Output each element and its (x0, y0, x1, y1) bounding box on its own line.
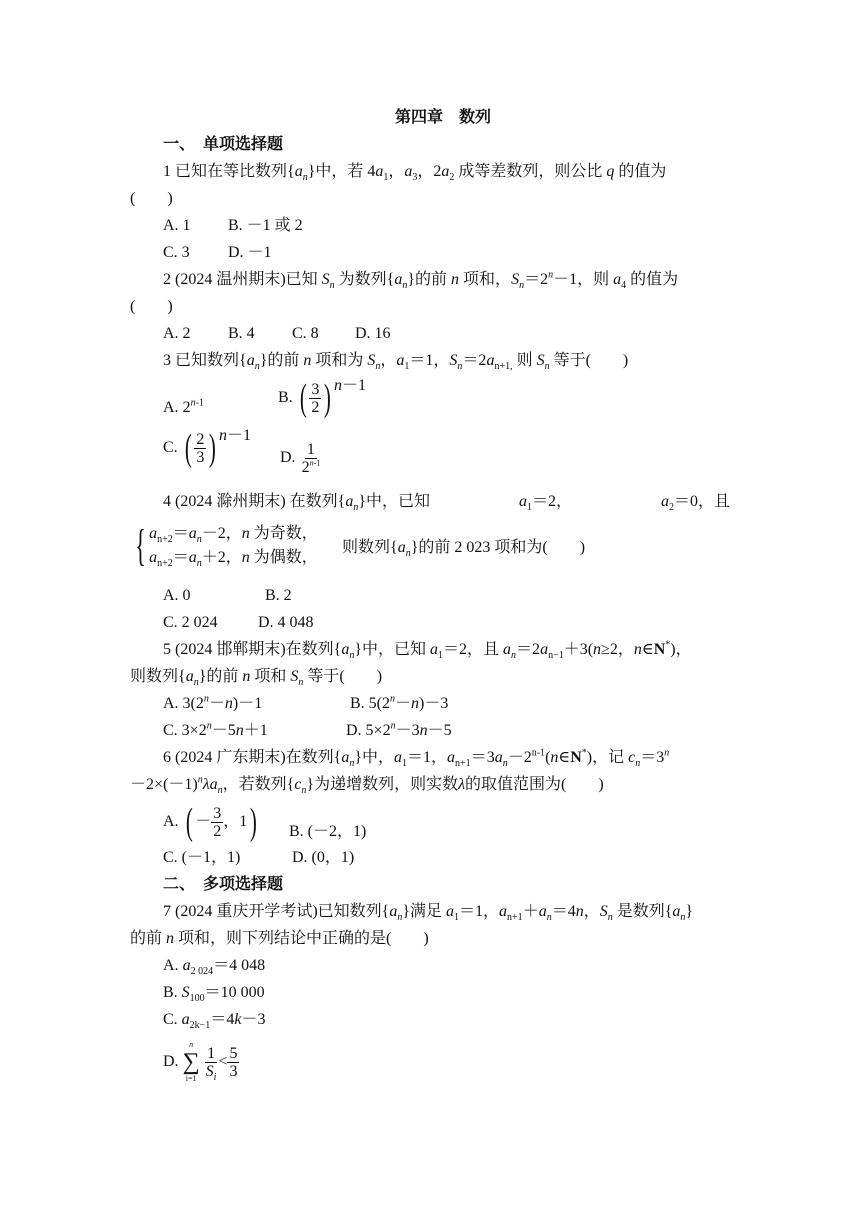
q2-option-d[interactable]: D. 16 (355, 325, 391, 342)
q6-option-c[interactable]: C. (－1，1) (163, 849, 241, 866)
question-6-stem-line2: $-2\times(-1)^n\lambda a_n$，若数列$\{c_n\}$为递增数列，则实数λ的取值范围为( ) (130, 774, 604, 797)
q5-option-b[interactable]: B. $5(2^n-n)-3$ (350, 693, 449, 712)
q1-option-a[interactable]: A. 1 (163, 217, 191, 234)
q4-option-b[interactable]: B. 2 (265, 587, 292, 604)
q2-option-b[interactable]: B. 4 (228, 325, 255, 342)
page-title: 第四章 数列 (395, 109, 492, 126)
q4-option-d[interactable]: D. 4 048 (258, 614, 314, 631)
q2-option-c[interactable]: C. 8 (292, 325, 319, 342)
q5-option-c[interactable]: C. $3\times 2^n-5n+1$ (163, 720, 268, 739)
q3-option-a[interactable]: A. 2$^{n-1}$ (163, 397, 204, 416)
q3-option-d[interactable]: D. $\frac{1}{2^{n-1}}$ (280, 440, 321, 476)
q7-option-b[interactable]: B. $S_{100}=10$ 000 (163, 984, 265, 1005)
q6-option-d[interactable]: D. (0，1) (292, 849, 355, 866)
q5-option-a[interactable]: A. $3(2^n-n)-1$ (163, 693, 263, 712)
fraction-1-over-2n-1: $\frac{1}{2^{n-1}}$ (301, 440, 321, 476)
section-multiple-choice: 二、 多项选择题 (163, 876, 284, 893)
question-5-stem-line2: 则数列$\{a_n\}$的前 n 项和 $S_n$ 等于( ) (130, 668, 383, 689)
q4-option-c[interactable]: C. 2 024 (163, 614, 218, 631)
question-3-stem: 3 已知数列$\{a_n\}$的前 n 项和为 $S_n$，$a_1=1$，$S_n=2a_{n+1,}$ 则 $S_n$ 等于( ) (163, 352, 629, 373)
q3-option-c[interactable]: C. ( $\frac{2}{3}$ ) n－1 (163, 427, 251, 470)
fraction-1-over-Si: $\frac{1}{S_i}$ (205, 1044, 217, 1084)
question-5-stem: 5 (2024 邯郸期末)在数列$\{a_n\}$中，已知 $a_1=2$，且 $a_n=2a_{n-1}+3(n\ge 2$，n∈N*)， (163, 639, 692, 662)
question-1-paren: ( ) (130, 190, 173, 207)
q1-option-c[interactable]: C. 3 (163, 244, 190, 261)
q4-option-a[interactable]: A. 0 (163, 587, 191, 604)
fraction-3-2: $\frac{3}{2}$ (311, 380, 320, 416)
q7-option-a[interactable]: A. $a_{2 024}=4$ 048 (163, 957, 266, 978)
q1-option-b[interactable]: B. －1 或 2 (228, 217, 303, 234)
q7-option-c[interactable]: C. $a_{2k-1}=4k-3$ (163, 1011, 266, 1032)
question-2-paren: ( ) (130, 298, 173, 315)
fraction-3-2: $\frac{3}{2}$ (213, 804, 222, 840)
q5-option-d[interactable]: D. $5\times 2^n-3n-5$ (346, 720, 452, 739)
q3-option-b[interactable]: B. ( $\frac{3}{2}$ ) n－1 (278, 377, 366, 420)
q6-option-b[interactable]: B. (－2，1) (289, 823, 367, 840)
summation-sign: n ∑ i=1 (182, 1040, 200, 1084)
section-single-choice: 一、 单项选择题 (163, 136, 284, 153)
question-2-stem: 2 (2024 温州期末)已知 $S_n$ 为数列$\{a_n\}$的前 n 项和，$S_n=2^n-1$，则 $a_4$ 的值为 (163, 269, 679, 292)
fraction-5-3: $\frac{5}{3}$ (229, 1044, 238, 1080)
question-7-stem: 7 (2024 重庆开学考试)已知数列$\{a_n\}$满足 $a_1=1$，$a_{n+1}+a_n=4n$，$S_n$ 是数列$\{a_n\}$ (163, 903, 694, 924)
question-4-tail: 则数列$\{a_n\}$的前 2 023 项和为( ) (342, 539, 586, 560)
question-4-stem: 4 (2024 滁州期末) 在数列$\{a_n\}$中，已知 $a_1=2$， $a_2=0$，且 (163, 493, 730, 514)
q7-option-d[interactable]: D. n ∑ i=1 $\frac{1}{S_i}$ < $\frac{5}{3}$ (163, 1040, 238, 1084)
question-1-stem: 1 已知在等比数列$\{a_n\}$中，若 $4a_1$，$a_3$，$2a_2$ 成等差数列，则公比 q 的值为 (163, 163, 667, 184)
fraction-2-3: $\frac{2}{3}$ (196, 430, 205, 466)
question-4-cases: { $a_{n+2}=a_n-2$，n 为奇数， $a_{n+2}=a_n+2$，n 为偶数， (135, 521, 318, 570)
q2-option-a[interactable]: A. 2 (163, 325, 191, 342)
q1-option-d[interactable]: D. －1 (228, 244, 272, 261)
q6-option-a[interactable]: A. ( － $\frac{3}{2}$ ，1) (163, 801, 258, 844)
question-6-stem: 6 (2024 广东期末)在数列$\{a_n\}$中，$a_1=1$，$a_{n+1}=3a_n-2^{n-1}(n\in N^*)$，记 $c_n=3^n$ (163, 747, 670, 770)
question-7-stem-line2: 的前 n 项和，则下列结论中正确的是( ) (130, 930, 429, 947)
